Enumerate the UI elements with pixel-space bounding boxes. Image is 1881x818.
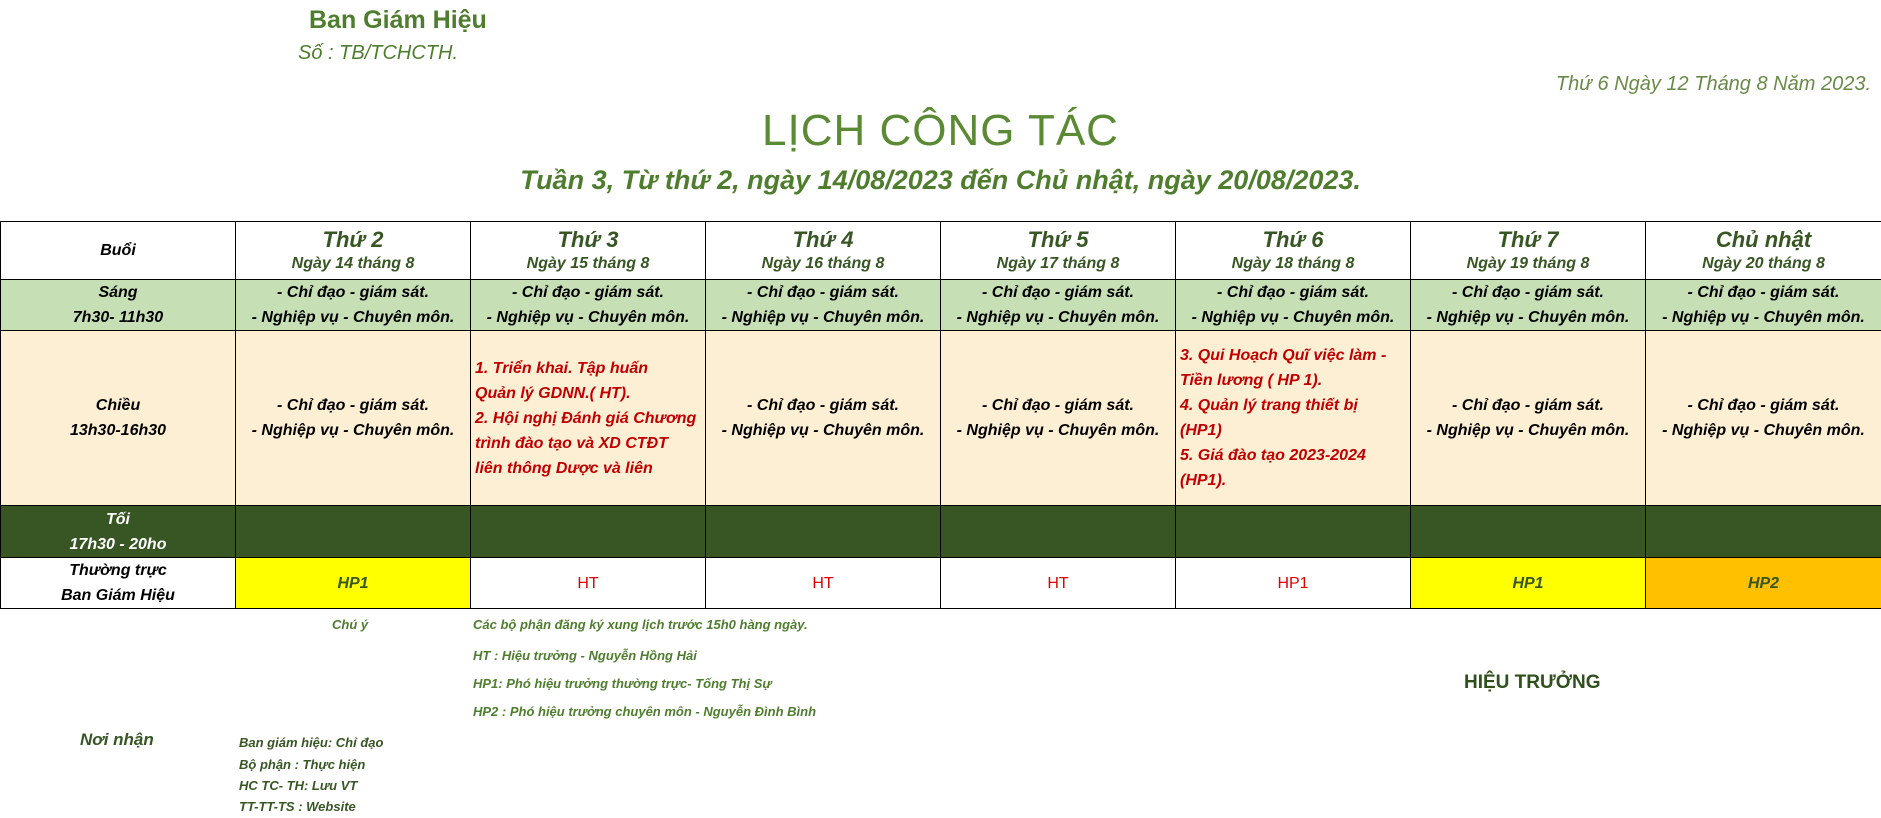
schedule-cell: - Chỉ đạo - giám sát. - Nghiệp vụ - Chuyên môn. — [1411, 280, 1646, 331]
day-header-wed: Thứ 4 Ngày 16 tháng 8 — [706, 222, 941, 280]
recipients-title: Nơi nhận — [80, 730, 154, 749]
header-row — [1, 222, 1881, 280]
schedule-cell: - Chỉ đạo - giám sát. - Nghiệp vụ - Chuyên môn. — [1176, 280, 1411, 331]
schedule-cell: - Chỉ đạo - giám sát. - Nghiệp vụ - Chuyên môn. — [236, 331, 471, 506]
day-header-sat: Thứ 7 Ngày 19 tháng 8 — [1411, 222, 1646, 280]
page-subtitle: Tuần 3, Từ thứ 2, ngày 14/08/2023 đến Chủ nhật, ngày 20/08/2023. — [520, 165, 1361, 195]
morning-row — [1, 280, 1881, 331]
session-header: Buổi — [1, 222, 236, 280]
morning-label: Sáng 7h30- 11h30 — [1, 280, 236, 331]
signature-title: HIỆU TRƯỞNG — [1464, 672, 1601, 693]
afternoon-label: Chiều 13h30-16h30 — [1, 331, 236, 506]
schedule-cell: - Chỉ đạo - giám sát. - Nghiệp vụ - Chuyên môn. — [1646, 331, 1881, 506]
note-line: HP1: Phó hiệu trưởng thường trực- Tống Thị Sự — [473, 676, 772, 691]
schedule-cell: - Chỉ đạo - giám sát. - Nghiệp vụ - Chuyên môn. — [1411, 331, 1646, 506]
schedule-cell — [941, 506, 1176, 558]
evening-row — [1, 506, 1881, 558]
note-line: HP2 : Phó hiệu trưởng chuyên môn - Nguyễn Đình Bình — [473, 704, 817, 719]
duty-cell: HP1 — [1176, 558, 1411, 609]
schedule-cell: - Chỉ đạo - giám sát. - Nghiệp vụ - Chuyên môn. — [471, 280, 706, 331]
day-header-tue: Thứ 3 Ngày 15 tháng 8 — [471, 222, 706, 280]
recipient-line: HC TC- TH: Lưu VT — [239, 778, 358, 793]
note-label: Chú ý — [332, 617, 369, 632]
issue-date: Thứ 6 Ngày 12 Tháng 8 Năm 2023. — [1555, 73, 1871, 95]
schedule-cell: - Chỉ đạo - giám sát. - Nghiệp vụ - Chuyên môn. — [706, 280, 941, 331]
schedule-cell — [1646, 506, 1881, 558]
schedule-cell — [1411, 506, 1646, 558]
org-name: Ban Giám Hiệu — [309, 6, 487, 34]
duty-cell: HP2 — [1646, 558, 1881, 609]
schedule-cell — [236, 506, 471, 558]
schedule-cell: - Chỉ đạo - giám sát. - Nghiệp vụ - Chuyên môn. — [941, 280, 1176, 331]
schedule-cell — [706, 506, 941, 558]
recipient-line: TT-TT-TS : Website — [239, 799, 356, 814]
schedule-cell — [471, 506, 706, 558]
note-line: HT : Hiệu trưởng - Nguyễn Hồng Hải — [473, 648, 697, 663]
page-title: LỊCH CÔNG TÁC — [762, 106, 1119, 155]
tuesday-afternoon-tasks: 1. Triển khai. Tập huấn Quản lý GDNN.( HT). 2. Hội nghị Đánh giá Chương trình đào tạo và XD CTĐT liên thông Dược và liên — [471, 331, 706, 506]
day-header-mon: Thứ 2 Ngày 14 tháng 8 — [236, 222, 471, 280]
duty-label: Thường trực Ban Giám Hiệu — [1, 558, 236, 609]
day-header-sun: Chủ nhật Ngày 20 tháng 8 — [1646, 222, 1881, 280]
duty-cell: HT — [706, 558, 941, 609]
schedule-table — [0, 221, 1881, 609]
friday-afternoon-tasks: 3. Qui Hoạch Quĩ việc làm - Tiền lương ( HP 1). 4. Quản lý trang thiết bị (HP1) 5. Giá đào tạo 2023-2024 (HP1). — [1176, 331, 1411, 506]
recipient-line: Bộ phận : Thực hiện — [239, 757, 366, 772]
note-line: Các bộ phận đăng ký xung lịch trước 15h0 hàng ngày. — [473, 617, 808, 632]
duty-cell: HT — [471, 558, 706, 609]
duty-cell: HP1 — [1411, 558, 1646, 609]
day-header-fri: Thứ 6 Ngày 18 tháng 8 — [1176, 222, 1411, 280]
afternoon-row — [1, 331, 1881, 506]
schedule-cell — [1176, 506, 1411, 558]
recipient-line: Ban giám hiệu: Chỉ đạo — [239, 735, 384, 750]
duty-row — [1, 558, 1881, 609]
duty-cell: HT — [941, 558, 1176, 609]
schedule-cell: - Chỉ đạo - giám sát. - Nghiệp vụ - Chuyên môn. — [706, 331, 941, 506]
evening-label: Tối 17h30 - 20ho — [1, 506, 236, 558]
duty-cell: HP1 — [236, 558, 471, 609]
day-header-thu: Thứ 5 Ngày 17 tháng 8 — [941, 222, 1176, 280]
schedule-cell: - Chỉ đạo - giám sát. - Nghiệp vụ - Chuyên môn. — [941, 331, 1176, 506]
schedule-cell: - Chỉ đạo - giám sát. - Nghiệp vụ - Chuyên môn. — [1646, 280, 1881, 331]
schedule-cell: - Chỉ đạo - giám sát. - Nghiệp vụ - Chuyên môn. — [236, 280, 471, 331]
document-number: Số : TB/TCHCTH. — [298, 42, 459, 64]
